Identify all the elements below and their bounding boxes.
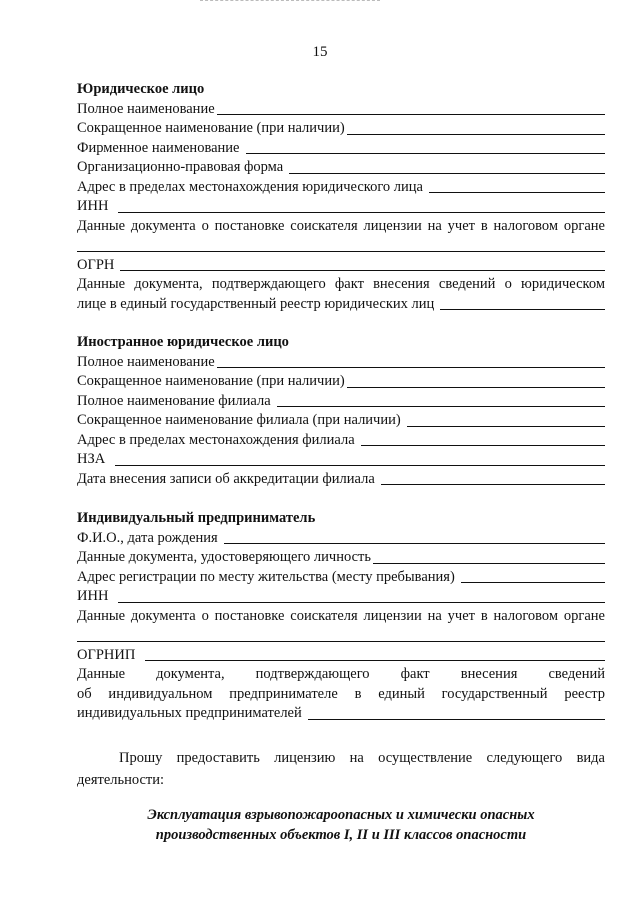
legal-full-name-row [77, 100, 605, 120]
id-document-label: Данные документа, удостоверяющего личность [77, 549, 371, 565]
branch-full-name-label: Полное наименование филиала [77, 392, 271, 409]
activity-type [77, 805, 605, 845]
legal-egrul-label-line2: лице в единый государственный реестр юридических лиц [77, 295, 435, 312]
legal-brand-name-field[interactable] [246, 153, 606, 154]
branch-short-name-label: Сокращенное наименование филиала (при наличии) [77, 412, 401, 428]
branch-address-field[interactable] [361, 445, 605, 446]
accreditation-date-field[interactable] [381, 484, 605, 485]
foreign-full-name-row [77, 353, 605, 373]
legal-egrul-row [77, 295, 605, 315]
legal-form-field[interactable] [289, 173, 605, 174]
egrip-row [77, 704, 605, 724]
fio-field[interactable] [224, 543, 605, 544]
legal-egrul-label-line1: Данные документа, подтверждающего факт внесения сведений о юридическом [77, 276, 605, 292]
top-edge-line [200, 0, 380, 2]
foreign-full-name-field[interactable] [217, 367, 605, 368]
egrip-label-line2: об индивидуальном предпринимателе в единый государственный реестр [77, 685, 605, 702]
legal-brand-name-row [77, 139, 605, 159]
foreign-entity-title: Иностранное юридическое лицо [77, 334, 289, 350]
individual-inn-field[interactable] [118, 602, 605, 603]
branch-short-name-field[interactable] [407, 426, 605, 427]
accreditation-date-label: Дата внесения записи об аккредитации филиала [77, 470, 375, 487]
nza-field[interactable] [115, 465, 605, 466]
legal-entity-title: Юридическое лицо [77, 81, 205, 97]
legal-tax-registration-label: Данные документа о постановке соискателя лицензии на учет в налоговом органе [77, 217, 605, 234]
legal-inn-label: ИНН [77, 198, 109, 214]
legal-full-name-field[interactable] [217, 114, 605, 115]
legal-short-name-field[interactable] [347, 134, 605, 135]
branch-address-label: Адрес в пределах местонахождения филиала [77, 431, 355, 448]
legal-egrul-field[interactable] [440, 309, 605, 310]
legal-inn-field[interactable] [118, 212, 605, 213]
page-number: 15 [312, 44, 328, 60]
activity-line2: производственных объектов I, II и III классов опасности [155, 826, 527, 843]
individual-tax-registration-row [77, 626, 605, 646]
branch-full-name-row [77, 392, 605, 412]
legal-address-field[interactable] [429, 192, 605, 193]
residence-label: Адрес регистрации по месту жительства (месту пребывания) [77, 568, 455, 585]
individual-tax-registration-field[interactable] [77, 641, 605, 642]
legal-short-name-row [77, 119, 605, 139]
egrip-label-line1: Данные документа, подтверждающего факт внесения сведений [77, 666, 605, 682]
legal-ogrn-field[interactable] [120, 270, 605, 271]
legal-ogrn-row [77, 256, 605, 276]
foreign-full-name-label: Полное наименование [77, 353, 215, 370]
legal-short-name-label: Сокращенное наименование (при наличии) [77, 120, 345, 136]
foreign-short-name-label: Сокращенное наименование (при наличии) [77, 373, 345, 389]
legal-full-name-label: Полное наименование [77, 100, 215, 117]
individual-inn-label: ИНН [77, 588, 109, 604]
ogrnip-field[interactable] [145, 660, 605, 661]
branch-address-row [77, 431, 605, 451]
activity-line1: Эксплуатация взрывопожароопасных и химически опасных [147, 806, 535, 823]
license-request [77, 747, 605, 769]
ogrnip-label: ОГРНИП [77, 646, 136, 663]
form-content [77, 80, 605, 845]
legal-tax-registration-field[interactable] [77, 251, 605, 252]
nza-label: НЗА [77, 451, 106, 467]
individual-title: Индивидуальный предприниматель [77, 510, 316, 526]
egrip-label-line3: индивидуальных предпринимателей [77, 705, 302, 721]
fio-row [77, 529, 605, 549]
residence-field[interactable] [461, 582, 605, 583]
legal-address-row [77, 178, 605, 198]
id-document-row [77, 548, 605, 568]
residence-row [77, 568, 605, 588]
legal-inn-row [77, 197, 605, 217]
ogrnip-row [77, 646, 605, 666]
nza-row [77, 450, 605, 470]
legal-form-row [77, 158, 605, 178]
license-request-line1: Прошу предоставить лицензию на осуществление следующего вида [119, 749, 605, 766]
legal-ogrn-label: ОГРН [77, 256, 115, 273]
branch-full-name-field[interactable] [277, 406, 605, 407]
individual-inn-row [77, 587, 605, 607]
legal-form-label: Организационно-правовая форма [77, 159, 284, 175]
legal-tax-registration-row [77, 236, 605, 256]
accreditation-date-row [77, 470, 605, 490]
legal-brand-name-label: Фирменное наименование [77, 139, 240, 156]
legal-address-label: Адрес в пределах местонахождения юридического лица [77, 178, 423, 195]
foreign-short-name-field[interactable] [347, 387, 605, 388]
fio-label: Ф.И.О., дата рождения [77, 529, 218, 546]
foreign-short-name-row [77, 372, 605, 392]
branch-short-name-row [77, 411, 605, 431]
individual-tax-registration-label: Данные документа о постановке соискателя лицензии на учет в налоговом органе [77, 607, 605, 624]
egrip-field[interactable] [308, 719, 605, 720]
id-document-field[interactable] [373, 563, 605, 564]
license-request-line2: деятельности: [77, 771, 165, 788]
